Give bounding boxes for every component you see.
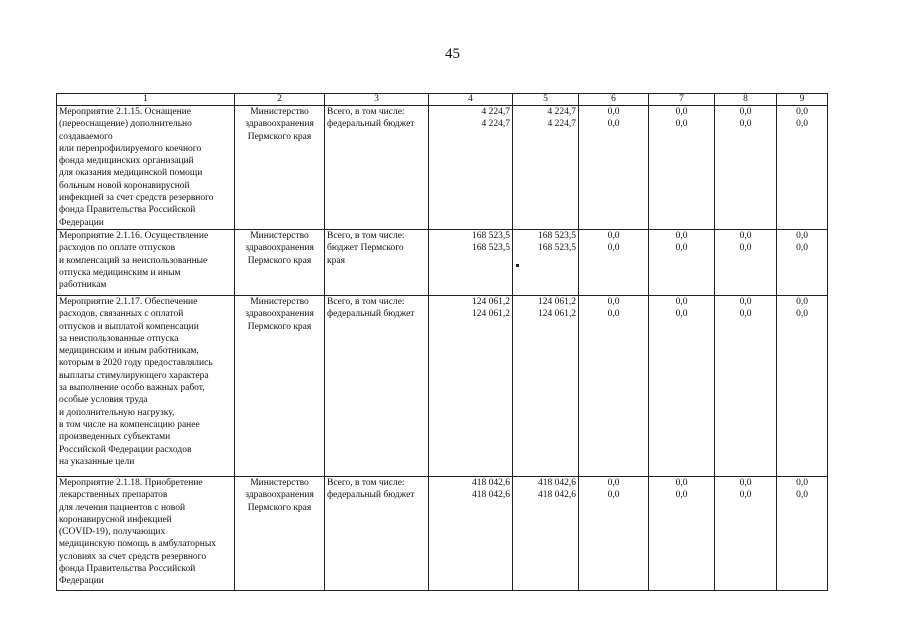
- value-cell-9: 0,0 0,0: [777, 477, 828, 591]
- executor-cell: Министерство здравоохранения Пермского края: [235, 296, 325, 477]
- value-cell-9: 0,0 0,0: [777, 296, 828, 477]
- header-cell: 2: [235, 94, 325, 106]
- value-cell-7: 0,0 0,0: [649, 477, 715, 591]
- value-cell-6: 0,0 0,0: [579, 477, 649, 591]
- table-row: [57, 477, 828, 591]
- value-cell-8: 0,0 0,0: [715, 106, 777, 230]
- measure-cell: Мероприятие 2.1.15. Оснащение (переоснащение) дополнительно создаваемого или перепрофилируемого коечного фонда медицинских организаций для оказания медицинской помощи больным новой коронавирусной инфекцией за счет средств резервного фонда Правительства Российской Федерации: [57, 106, 235, 230]
- value-cell-4: 418 042,6 418 042,6: [429, 477, 513, 591]
- header-cell: 1: [57, 94, 235, 106]
- value-cell-8: 0,0 0,0: [715, 230, 777, 296]
- value-cell-7: 0,0 0,0: [649, 296, 715, 477]
- value-cell-7: 0,0 0,0: [649, 106, 715, 230]
- value-cell-4: 168 523,5 168 523,5: [429, 230, 513, 296]
- value-cell-4: 4 224,7 4 224,7: [429, 106, 513, 230]
- measure-cell: Мероприятие 2.1.16. Осуществление расходов по оплате отпусков и компенсаций за неиспользованные отпуска медицинским и иным работникам: [57, 230, 235, 296]
- header-cell: 3: [325, 94, 429, 106]
- measure-cell: Мероприятие 2.1.17. Обеспечение расходов, связанных с оплатой отпусков и выплатой компенсации за неиспользованные отпуска медицинским и иным работникам, которым в 2020 году предоставлялись выплаты стимулирующего характера за выполнение особо важных работ, особые условия труда и дополнительную нагрузку, в том числе на компенсацию ранее произведенных субъектами Российской Федерации расходов на указанные цели: [57, 296, 235, 477]
- value-cell-6: 0,0 0,0: [579, 230, 649, 296]
- value-cell-8: 0,0 0,0: [715, 477, 777, 591]
- executor-cell: Министерство здравоохранения Пермского края: [235, 477, 325, 591]
- header-cell: 5: [513, 94, 579, 106]
- value-cell-5: 168 523,5 168 523,5: [513, 230, 579, 296]
- value-cell-7: 0,0 0,0: [649, 230, 715, 296]
- measure-cell: Мероприятие 2.1.18. Приобретение лекарственных препаратов для лечения пациентов с новой коронавирусной инфекцией (COVID-19), получающих медицинскую помощь в амбулаторных условиях за счет средств резервного фонда Правительства Российской Федерации: [57, 477, 235, 591]
- header-cell: 8: [715, 94, 777, 106]
- value-cell-5: 418 042,6 418 042,6: [513, 477, 579, 591]
- table-header-row: [57, 94, 828, 106]
- funding-source-cell: Всего, в том числе: бюджет Пермского края: [325, 230, 429, 296]
- header-cell: 9: [777, 94, 828, 106]
- value-cell-6: 0,0 0,0: [579, 296, 649, 477]
- header-cell: 6: [579, 94, 649, 106]
- header-cell: 7: [649, 94, 715, 106]
- value-cell-6: 0,0 0,0: [579, 106, 649, 230]
- executor-cell: Министерство здравоохранения Пермского края: [235, 106, 325, 230]
- funding-source-cell: Всего, в том числе: федеральный бюджет: [325, 477, 429, 591]
- value-cell-5: 124 061,2 124 061,2: [513, 296, 579, 477]
- value-cell-9: 0,0 0,0: [777, 230, 828, 296]
- page-number: 45: [445, 46, 460, 62]
- funding-source-cell: Всего, в том числе: федеральный бюджет: [325, 296, 429, 477]
- scan-speck: [516, 264, 519, 267]
- table-row: [57, 230, 828, 296]
- header-cell: 4: [429, 94, 513, 106]
- value-cell-8: 0,0 0,0: [715, 296, 777, 477]
- value-cell-9: 0,0 0,0: [777, 106, 828, 230]
- table-row: [57, 296, 828, 477]
- value-cell-5: 4 224,7 4 224,7: [513, 106, 579, 230]
- funding-source-cell: Всего, в том числе: федеральный бюджет: [325, 106, 429, 230]
- executor-cell: Министерство здравоохранения Пермского края: [235, 230, 325, 296]
- value-cell-4: 124 061,2 124 061,2: [429, 296, 513, 477]
- table-row: [57, 106, 828, 230]
- program-table: [56, 93, 828, 591]
